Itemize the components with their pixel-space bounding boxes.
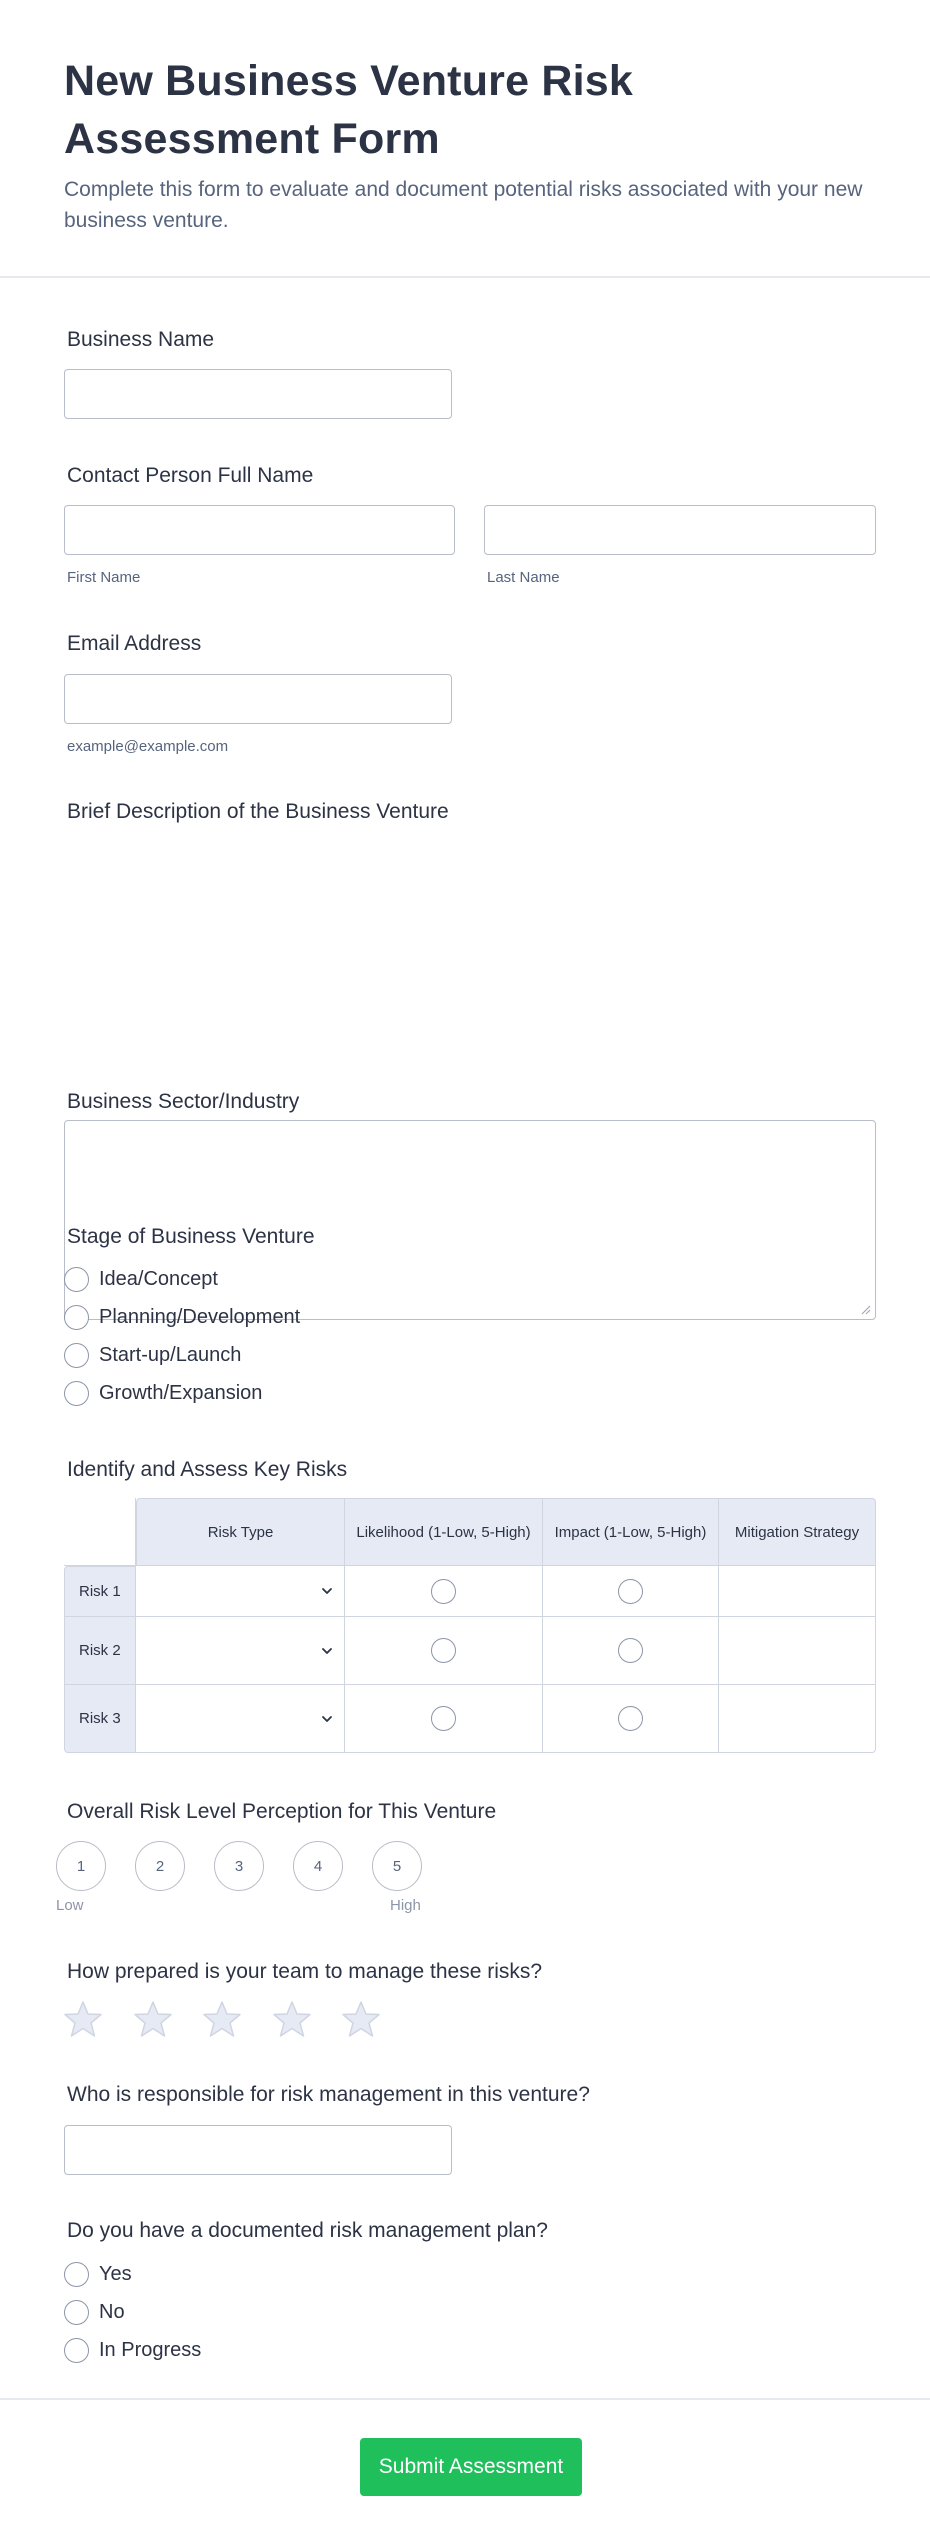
description-field <box>64 798 449 826</box>
impact-cell <box>543 1566 719 1617</box>
sector-label: Business Sector/Industry <box>67 1090 300 1113</box>
mitigation-input[interactable] <box>719 1617 876 1685</box>
stage-option[interactable] <box>64 1298 300 1336</box>
overall-scale <box>56 1841 451 1891</box>
risk-type-select[interactable] <box>136 1617 345 1685</box>
mitigation-input[interactable] <box>719 1685 876 1753</box>
resize-handle-icon[interactable] <box>861 1305 871 1315</box>
form-title: New Business Venture Risk Assessment Form <box>64 57 633 163</box>
plan-option[interactable] <box>64 2255 201 2293</box>
overall-field <box>64 1798 496 1826</box>
star-icon[interactable] <box>272 1999 312 2039</box>
first-name-sublabel: First Name <box>67 569 141 586</box>
risk-type-select[interactable] <box>136 1566 345 1617</box>
radio-button[interactable] <box>64 1267 89 1292</box>
plan-option-label: No <box>99 2300 125 2323</box>
star-icon[interactable] <box>202 1999 242 2039</box>
radio-button[interactable] <box>64 2300 89 2325</box>
stage-option-label: Growth/Expansion <box>99 1381 263 1404</box>
impact-radio[interactable] <box>618 1579 643 1604</box>
star-icon[interactable] <box>133 1999 173 2039</box>
stage-option-label: Idea/Concept <box>99 1267 218 1290</box>
star-rating <box>63 1999 411 2039</box>
scale-option-5[interactable]: 5 <box>372 1841 422 1891</box>
responsible-field <box>64 2081 590 2109</box>
mitigation-input[interactable] <box>719 1566 876 1617</box>
footer-divider <box>0 2398 930 2400</box>
scale-option-4[interactable]: 4 <box>293 1841 343 1891</box>
business-name-input[interactable] <box>64 369 452 419</box>
column-header-likelihood: Likelihood (1-Low, 5-High) <box>345 1498 543 1566</box>
likelihood-radio[interactable] <box>431 1579 456 1604</box>
scale-option-2[interactable]: 2 <box>135 1841 185 1891</box>
plan-option-label: In Progress <box>99 2338 202 2361</box>
plan-option[interactable] <box>64 2331 201 2369</box>
last-name-input[interactable] <box>484 505 876 555</box>
radio-button[interactable] <box>64 1381 89 1406</box>
first-name-input[interactable] <box>64 505 455 555</box>
risk-type-select[interactable] <box>136 1685 345 1753</box>
scale-option-3[interactable]: 3 <box>214 1841 264 1891</box>
radio-button[interactable] <box>64 1343 89 1368</box>
form-subtitle: Complete this form to evaluate and document potential risks associated with your new business venture. <box>64 178 863 232</box>
risks-label: Identify and Assess Key Risks <box>67 1458 348 1481</box>
stage-option[interactable] <box>64 1336 300 1374</box>
email-sublabel: example@example.com <box>67 738 229 755</box>
likelihood-cell <box>345 1685 543 1753</box>
row-header: Risk 2 <box>64 1617 136 1685</box>
likelihood-cell <box>345 1617 543 1685</box>
impact-radio[interactable] <box>618 1638 643 1663</box>
stage-option-label: Start-up/Launch <box>99 1343 242 1366</box>
matrix-corner <box>64 1498 136 1566</box>
radio-button[interactable] <box>64 2262 89 2287</box>
business-name-field <box>64 326 214 354</box>
plan-field <box>64 2217 548 2245</box>
prepared-field <box>64 1958 542 1986</box>
scale-high-label: High <box>390 1897 421 1914</box>
plan-options <box>64 2255 201 2369</box>
likelihood-cell <box>345 1566 543 1617</box>
contact-name-label: Contact Person Full Name <box>67 464 314 487</box>
email-input[interactable] <box>64 674 452 724</box>
form-header <box>0 0 930 278</box>
plan-option[interactable] <box>64 2293 201 2331</box>
row-header: Risk 3 <box>64 1685 136 1753</box>
email-field <box>64 630 201 658</box>
scale-option-1[interactable]: 1 <box>56 1841 106 1891</box>
overall-label: Overall Risk Level Perception for This Venture <box>67 1800 497 1823</box>
impact-cell <box>543 1685 719 1753</box>
likelihood-radio[interactable] <box>431 1638 456 1663</box>
responsible-input[interactable] <box>64 2125 452 2175</box>
risk-matrix <box>64 1498 876 1753</box>
row-header: Risk 1 <box>64 1566 136 1617</box>
table-row <box>64 1685 876 1753</box>
impact-radio[interactable] <box>618 1706 643 1731</box>
submit-button[interactable]: Submit Assessment <box>360 2438 582 2496</box>
business-name-label: Business Name <box>67 328 215 351</box>
likelihood-radio[interactable] <box>431 1706 456 1731</box>
column-header-mitigation: Mitigation Strategy <box>719 1498 876 1566</box>
radio-button[interactable] <box>64 1305 89 1330</box>
star-icon[interactable] <box>63 1999 103 2039</box>
plan-option-label: Yes <box>99 2262 132 2285</box>
stage-label: Stage of Business Venture <box>67 1225 315 1248</box>
table-row <box>64 1617 876 1685</box>
chevron-down-icon <box>320 1712 334 1726</box>
chevron-down-icon <box>320 1584 334 1598</box>
last-name-sublabel: Last Name <box>487 569 560 586</box>
stage-option[interactable] <box>64 1260 300 1298</box>
description-label: Brief Description of the Business Venture <box>67 800 449 823</box>
table-row <box>64 1566 876 1617</box>
stage-options <box>64 1260 300 1412</box>
email-label: Email Address <box>67 632 202 655</box>
chevron-down-icon <box>320 1644 334 1658</box>
sector-field <box>64 1088 299 1116</box>
risks-field <box>64 1456 347 1484</box>
star-icon[interactable] <box>341 1999 381 2039</box>
plan-label: Do you have a documented risk management plan? <box>67 2219 548 2242</box>
prepared-label: How prepared is your team to manage these risks? <box>67 1960 543 1983</box>
stage-field <box>64 1223 315 1251</box>
responsible-label: Who is responsible for risk management in this venture? <box>67 2083 590 2106</box>
stage-option-label: Planning/Development <box>99 1305 301 1328</box>
radio-button[interactable] <box>64 2338 89 2363</box>
impact-cell <box>543 1617 719 1685</box>
contact-name-field <box>64 462 313 490</box>
column-header-impact: Impact (1-Low, 5-High) <box>543 1498 719 1566</box>
column-header-risk-type: Risk Type <box>136 1498 345 1566</box>
stage-option[interactable] <box>64 1374 300 1412</box>
scale-low-label: Low <box>56 1897 84 1914</box>
